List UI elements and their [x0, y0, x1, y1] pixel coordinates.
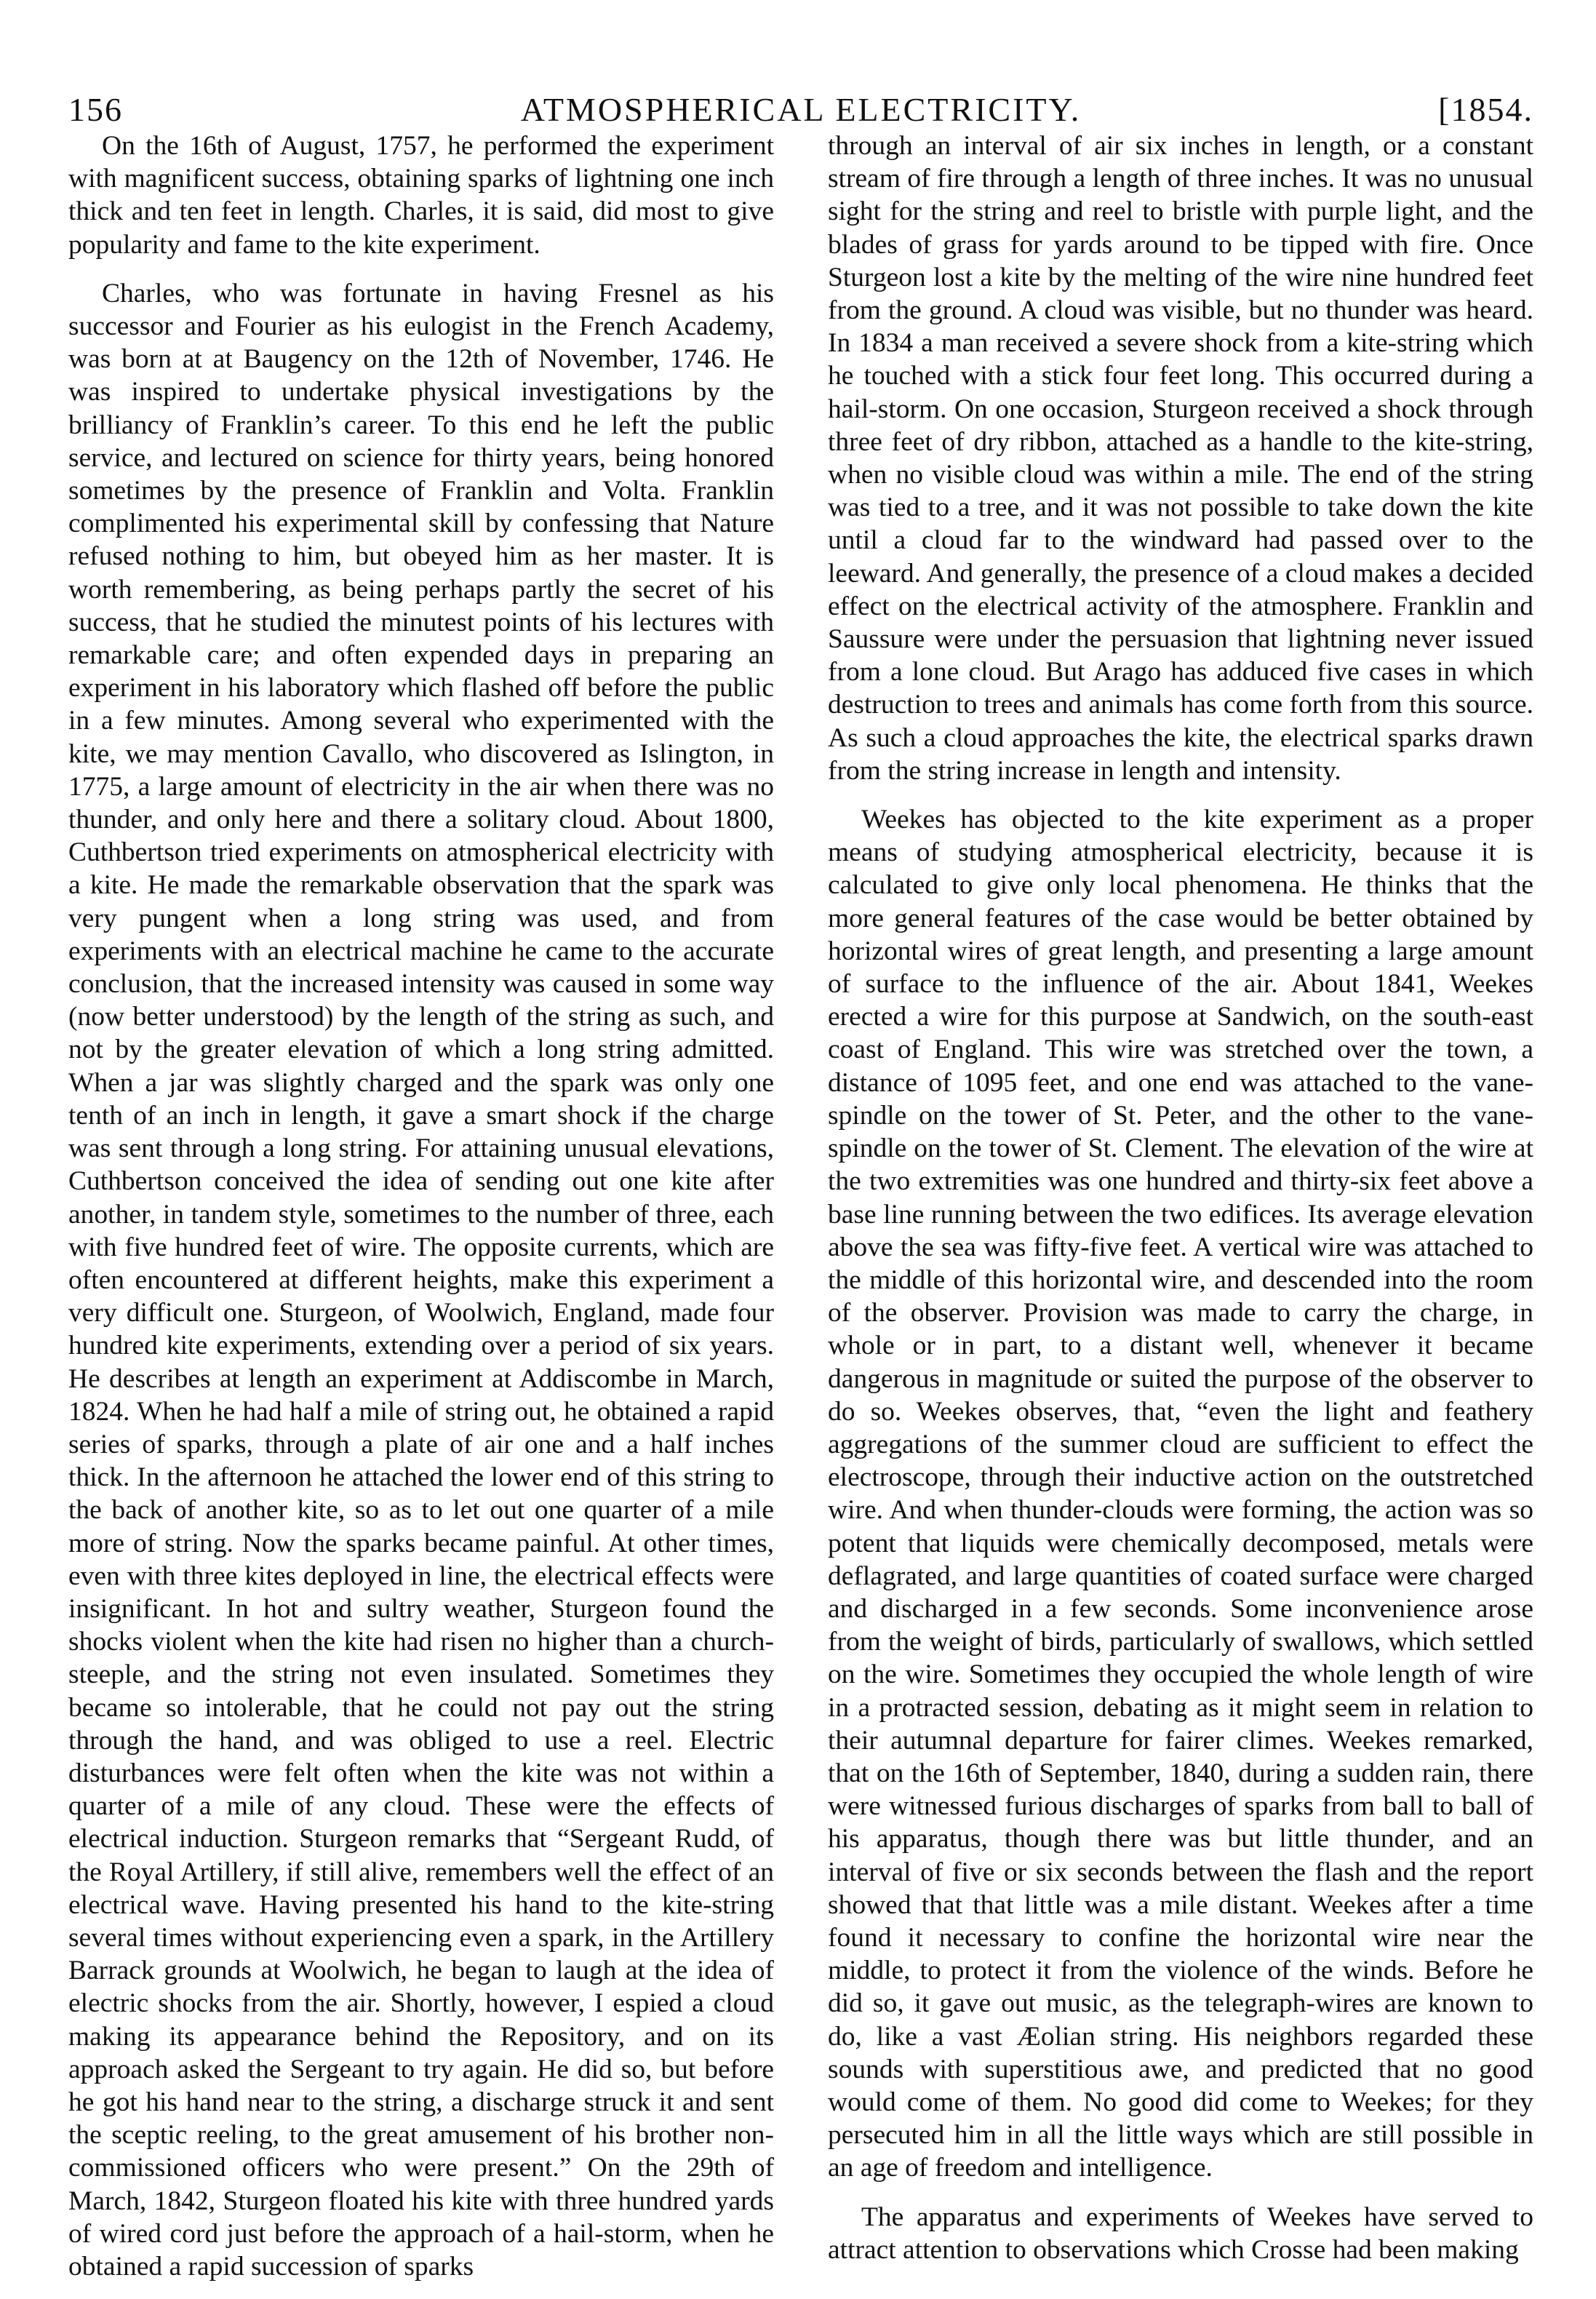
left-column [68, 130, 774, 2299]
paragraph: Charles, who was fortunate in having Fresnel as his successor and Fourier as his eulogist in the French Academy, was born at at Baugency on the 12th of November, 1746. He was inspired to undertake physical investigations by the brilliancy of Franklin’s career. To this end he left the public service, and lectured on science for thirty years, being honored sometimes by the presence of Franklin and Volta. Franklin complimented his experimental skill by confessing that Nature refused nothing to him, but obeyed him as her master. It is worth remembering, as being perhaps partly the secret of his success, that he studied the minutest points of his lectures with remarkable care; and often expended days in preparing an experiment in his laboratory which flashed off before the public in a few minutes. Among several who experimented with the kite, we may mention Cavallo, who discovered as Islington, in 1775, a large amount of electricity in the air when there was no thunder, and only here and there a solitary cloud. About 1800, Cuthbertson tried experiments on atmospherical electricity with a kite. He made the remarkable observation that the spark was very pungent when a long string was used, and from experiments with an electrical machine he came to the accurate conclusion, that the increased intensity was caused in some way (now better understood) by the length of the string as such, and not by the greater elevation of which a long string admitted. When a jar was slightly charged and the spark was only one tenth of an inch in length, it gave a smart shock if the charge was sent through a long string. For attaining unusual elevations, Cuthbertson conceived the idea of sending out one kite after another, in tandem style, sometimes to the number of three, each with five hundred feet of wire. The opposite currents, which are often encountered at different heights, make this experiment a very difficult one. Sturgeon, of Woolwich, England, made four hundred kite experiments, extending over a period of six years. He describes at length an experiment at Addiscombe in March, 1824. When he had half a mile of string out, he obtained a rapid series of sparks, through a plate of air one and a half inches thick. In the afternoon he attached the lower end of this string to the back of another kite, so as to let out one quarter of a mile more of string. Now the sparks became painful. At other times, even with three kites deployed in line, the electrical effects were insignificant. In hot and sultry weather, Sturgeon found the shocks violent when the kite had risen no higher than a church-steeple, and the string not even insulated. Sometimes they became so intolerable, that he could not pay out the string through the hand, and was obliged to use a reel. Electric disturbances were felt often when the kite was not within a quarter of a mile of any cloud. These were the effects of electrical induction. Sturgeon remarks that “Sergeant Rudd, of the Royal Artillery, if still alive, remembers well the effect of an electrical wave. Having presented his hand to the kite-string several times without experiencing even a spark, in the Artillery Barrack grounds at Woolwich, he began to laugh at the idea of electric shocks from the air. Shortly, however, I espied a cloud making its appearance behind the Repository, and on its approach asked the Sergeant to try again. He did so, but before he got his hand near to the string, a discharge struck it and sent the sceptic reeling, to the great amusement of his brother non-commissioned officers who were present.” On the 29th of March, 1842, Sturgeon floated his kite with three hundred yards of wired cord just before the approach of a hail-storm, when he obtained a rapid succession of sparks [68, 278, 774, 2282]
text-columns [68, 130, 1533, 2299]
page-number: 156 [68, 91, 123, 128]
paragraph: The apparatus and experiments of Weekes have served to attract attention to observations which Crosse had been making [828, 2202, 1533, 2265]
right-column [828, 130, 1533, 2299]
running-head [68, 65, 1533, 128]
paragraph: through an interval of air six inches in length, or a constant stream of fire through a length of three inches. It was no unusual sight for the string and reel to bristle with purple light, and the blades of grass for yards around to be tipped with fire. Once Sturgeon lost a kite by the melting of the wire nine hundred feet from the ground. A cloud was visible, but no thunder was heard. In 1834 a man received a severe shock from a kite-string which he touched with a stick four feet long. This occurred during a hail-storm. On one occasion, Sturgeon received a shock through three feet of dry ribbon, attached as a handle to the kite-string, when no visible cloud was within a mile. The end of the string was tied to a tree, and it was not possible to take down the kite until a cloud far to the windward had passed over to the leeward. And generally, the presence of a cloud makes a decided effect on the electrical activity of the atmosphere. Franklin and Saussure were under the persuasion that lightning never issued from a lone cloud. But Arago has adduced five cases in which destruction to trees and animals has come forth from this source. As such a cloud approaches the kite, the electrical sparks drawn from the string increase in length and intensity. [828, 131, 1533, 786]
running-year: [1854. [1438, 91, 1533, 128]
running-title: ATMOSPHERICAL ELECTRICITY. [520, 91, 1082, 128]
paragraph: On the 16th of August, 1757, he performed the experiment with magnificent success, obtaining sparks of lightning one inch thick and ten feet in length. Charles, it is said, did most to give popularity and fame to the kite experiment. [68, 131, 774, 260]
paragraph: Weekes has objected to the kite experiment as a proper means of studying atmospherical electricity, because it is calculated to give only local phenomena. He thinks that the more general features of the case would be better obtained by horizontal wires of great length, and presenting a large amount of surface to the influence of the air. About 1841, Weekes erected a wire for this purpose at Sandwich, on the south-east coast of England. This wire was stretched over the town, a distance of 1095 feet, and one end was attached to the vane-spindle on the tower of St. Peter, and the other to the vane-spindle on the tower of St. Clement. The elevation of the wire at the two extremities was one hundred and thirty-six feet above a base line running between the two edifices. Its average elevation above the sea was fifty-five feet. A vertical wire was attached to the middle of this horizontal wire, and descended into the room of the observer. Provision was made to carry the charge, in whole or in part, to a distant well, whenever it became dangerous in magnitude or suited the purpose of the observer to do so. Weekes observes, that, “even the light and feathery aggregations of the summer cloud are sufficient to effect the electroscope, through their inductive action on the outstretched wire. And when thunder-clouds were forming, the action was so potent that liquids were chemically decomposed, metals were deflagrated, and large quantities of coated surface were charged and discharged in a few seconds. Some inconvenience arose from the weight of birds, particularly of swallows, which settled on the wire. Sometimes they occupied the whole length of wire in a protracted session, debating as it might seem in relation to their autumnal departure for fairer climes. Weekes remarked, that on the 16th of September, 1840, during a sudden rain, there were witnessed furious discharges of sparks from ball to ball of his apparatus, though there was but little thunder, and an interval of five or six seconds between the flash and the report showed that that little was a mile distant. Weekes after a time found it necessary to confine the horizontal wire near the middle, to protect it from the violence of the winds. Before he did so, it gave out music, as the telegraph-wires are known to do, like a vast Æolian string. His neighbors regarded these sounds with superstitious awe, and predicted that no good would come of them. No good did come to Weekes; for they persecuted him in all the little ways which are still possible in an age of freedom and intelligence. [828, 805, 1533, 2183]
